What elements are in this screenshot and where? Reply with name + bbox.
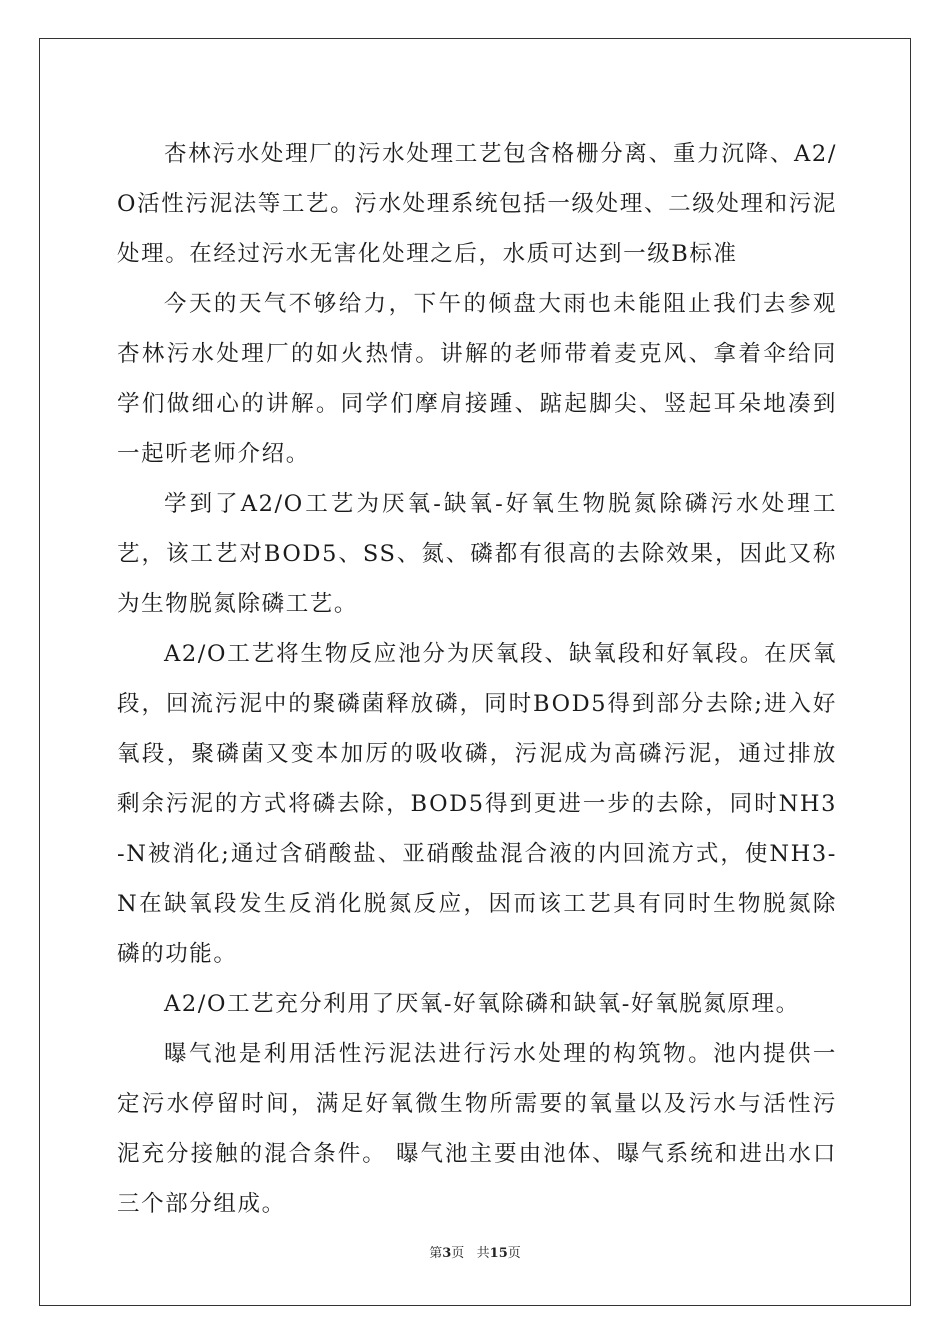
document-body — [117, 129, 837, 1229]
page-suffix: 页 — [507, 1246, 521, 1261]
page-current-number: 3 — [442, 1246, 452, 1261]
paragraph-3: 学到了A2/O工艺为厌氧-缺氧-好氧生物脱氮除磷污水处理工艺，该工艺对BOD5、SS、氮、磷都有很高的去除效果，因此又称为生物脱氮除磷工艺。 — [117, 491, 837, 617]
paragraph-4: A2/O工艺将生物反应池分为厌氧段、缺氧段和好氧段。在厌氧段，回流污泥中的聚磷菌释放磷，同时BOD5得到部分去除;进入好氧段，聚磷菌又变本加厉的吸收磷，污泥成为高磷污泥，通过排放剩余污泥的方式将磷去除，BOD5得到更进一步的去除，同时NH3-N被消化;通过含硝酸盐、亚硝酸盐混合液的内回流方式，使NH3-N在缺氧段发生反消化脱氮反应，因而该工艺具有同时生物脱氮除磷的功能。 — [117, 641, 837, 967]
page-mid: 页 共 — [451, 1246, 490, 1261]
paragraph-1: 杏林污水处理厂的污水处理工艺包含格栅分离、重力沉降、A2/O活性污泥法等工艺。污水处理系统包括一级处理、二级处理和污泥处理。在经过污水无害化处理之后，水质可达到一级B标准 — [117, 141, 837, 267]
page-prefix: 第 — [429, 1246, 443, 1261]
paragraph-6: 曝气池是利用活性污泥法进行污水处理的构筑物。池内提供一定污水停留时间，满足好氧微生物所需要的氧量以及污水与活性污泥充分接触的混合条件。 曝气池主要由池体、曝气系统和进出水口三个部分组成。 — [117, 1041, 837, 1217]
paragraph-5: A2/O工艺充分利用了厌氧-好氧除磷和缺氧-好氧脱氮原理。 — [164, 991, 800, 1017]
page-footer — [0, 1244, 950, 1264]
page-total-number: 15 — [489, 1246, 508, 1261]
paragraph-2: 今天的天气不够给力，下午的倾盘大雨也未能阻止我们去参观杏林污水处理厂的如火热情。讲解的老师带着麦克风、拿着伞给同学们做细心的讲解。同学们摩肩接踵、踮起脚尖、竖起耳朵地凑到一起听老师介绍。 — [117, 291, 837, 467]
